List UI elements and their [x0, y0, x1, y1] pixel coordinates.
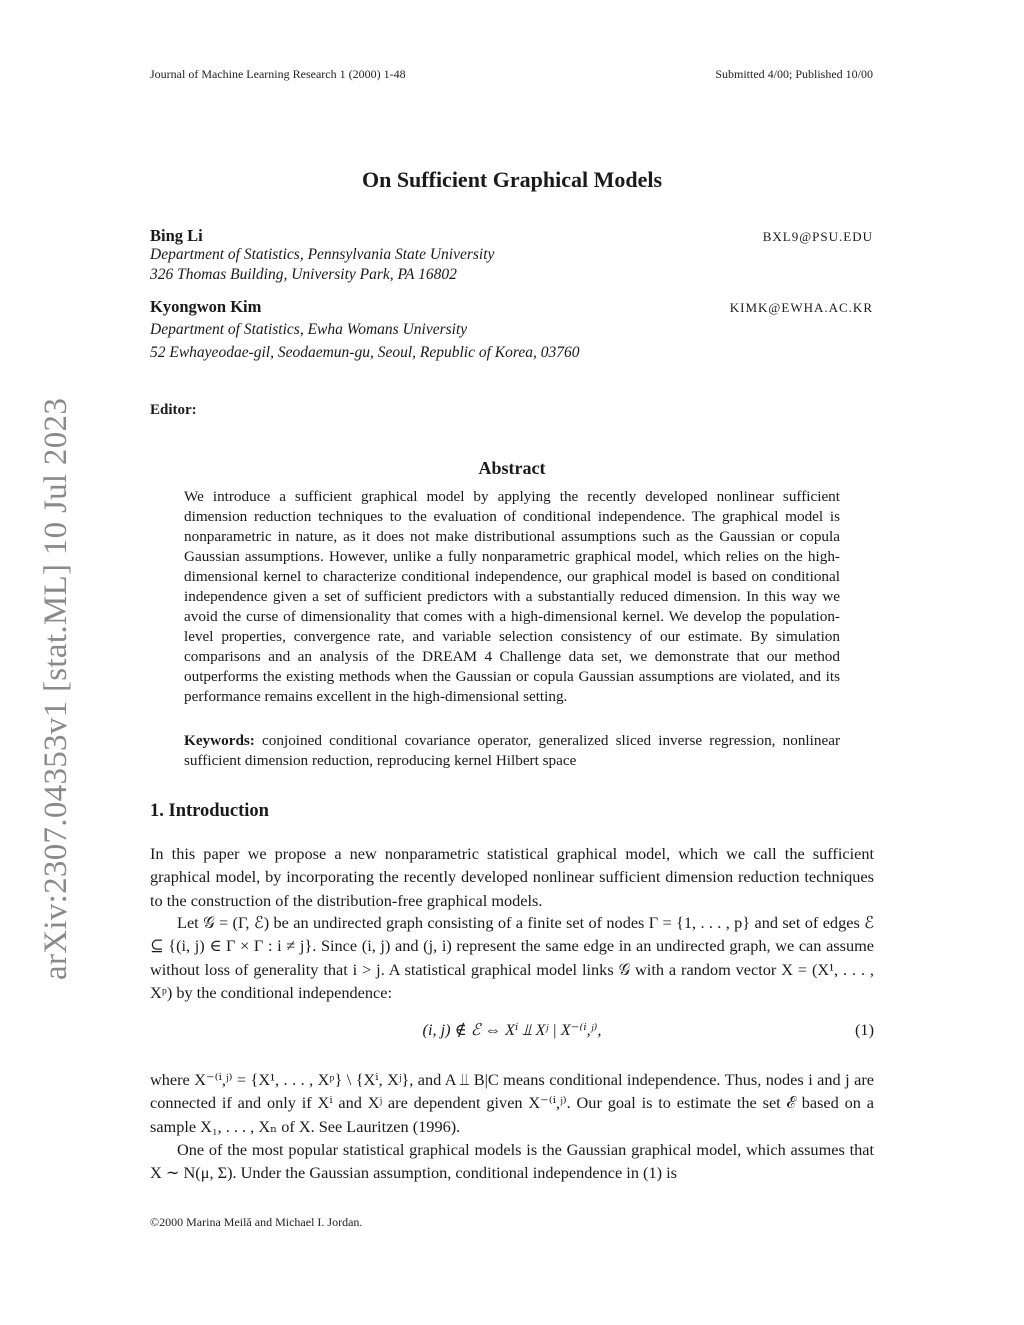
paper-title: On Sufficient Graphical Models — [361, 167, 663, 192]
author-email[interactable]: BXL9@PSU.EDU — [762, 229, 873, 244]
submission-dates: Submitted 4/00; Published 10/00 — [715, 67, 873, 81]
section-heading: 1. Introduction — [150, 801, 269, 821]
arxiv-identifier: arXiv:2307.04353v1 [stat.ML] 10 Jul 2023 — [38, 397, 74, 980]
equation-number: (1) — [855, 1020, 874, 1039]
abstract-text: We introduce a sufficient graphical model by applying the recently developed nonlinear sufficient dimension reduction techniques to the evaluation of conditional independence. The graphical model is nonparametric in nature, as it does not make distributional assumptions such as the Gaussian or copula Gaussian assumptions. However, unlike a fully nonparametric graphical model, which relies on the high-dimensional kernel to characterize conditional independence, our graphical model is based on conditional independence given a set of sufficient predictors with a substantially reduced dimension. In this way we avoid the curse of dimensionality that comes with a high-dimensional kernel. We develop the population-level properties, convergence rate, and variable selection consistency of our estimate. By simulation comparisons and an analysis of the DREAM 4 Challenge data set, we demonstrate that our method outperforms the existing methods when the Gaussian or copula Gaussian assumptions are violated, and its performance remains excellent in the high-dimensional setting. — [184, 488, 840, 705]
keywords — [184, 731, 840, 771]
author-affiliation: Department of Statistics, Pennsylvania State University — [150, 246, 495, 263]
editor-label: Editor: — [150, 402, 197, 418]
intro-paragraph: Let 𝒢 = (Γ, ℰ) be an undirected graph consisting of a finite set of nodes Γ = {1, . . . , p} and set of edges ℰ ⊆ {(i, j) ∈ Γ × Γ : i ≠ j}. Since (i, j) and (j, i) represent the same edge in an undirected graph, we can assume without loss of generality that i > j. A statistical graphical model links 𝒢 with a random vector X = (X¹, . . . , Xᵖ) by the conditional independence: — [150, 913, 874, 1002]
author-name: Kyongwon Kim — [150, 297, 262, 316]
intro-paragraph: In this paper we propose a new nonparametric statistical graphical model, which we call the sufficient graphical model, by incorporating the recently developed nonlinear sufficient dimension reduction techniques to the construction of the distribution-free graphical models. — [150, 844, 874, 910]
journal-header: Journal of Machine Learning Research 1 (2000) 1-48 — [150, 67, 406, 81]
keywords-list: conjoined conditional covariance operator, generalized sliced inverse regression, nonlinear sufficient dimension reduction, reproducing kernel Hilbert space — [184, 732, 840, 769]
equation-body: (i, j) ∉ ℰ ⇔ Xⁱ ⫫ Xʲ | X⁻⁽ⁱ,ʲ⁾, — [422, 1020, 602, 1039]
intro-paragraph: where X⁻⁽ⁱ,ʲ⁾ = {X¹, . . . , Xᵖ} \ {Xⁱ, Xʲ}, and A ⫫ B|C means conditional independence. Thus, nodes i and j are connected if and only if Xⁱ and Xʲ are dependent given X⁻⁽ⁱ,ʲ⁾. Our goal is to estimate the set ℰ based on a sample X₁, . . . , Xₙ of X. See Lauritzen (1996). — [150, 1070, 874, 1136]
author-email[interactable]: KIMK@EWHA.AC.KR — [729, 300, 873, 315]
copyright-footer: ©2000 Marina Meilă and Michael I. Jordan. — [150, 1215, 363, 1229]
abstract-heading: Abstract — [478, 458, 546, 478]
intro-paragraph: One of the most popular statistical graphical models is the Gaussian graphical model, which assumes that X ∼ N(μ, Σ). Under the Gaussian assumption, conditional independence in (1) is — [150, 1140, 874, 1183]
author-affiliation: Department of Statistics, Ewha Womans University — [150, 321, 468, 338]
author-name: Bing Li — [150, 226, 203, 245]
author-address: 326 Thomas Building, University Park, PA 16802 — [150, 266, 457, 283]
author-address: 52 Ewhayeodae-gil, Seodaemun-gu, Seoul, Republic of Korea, 03760 — [150, 344, 580, 361]
keywords-label: Keywords: — [184, 732, 255, 749]
